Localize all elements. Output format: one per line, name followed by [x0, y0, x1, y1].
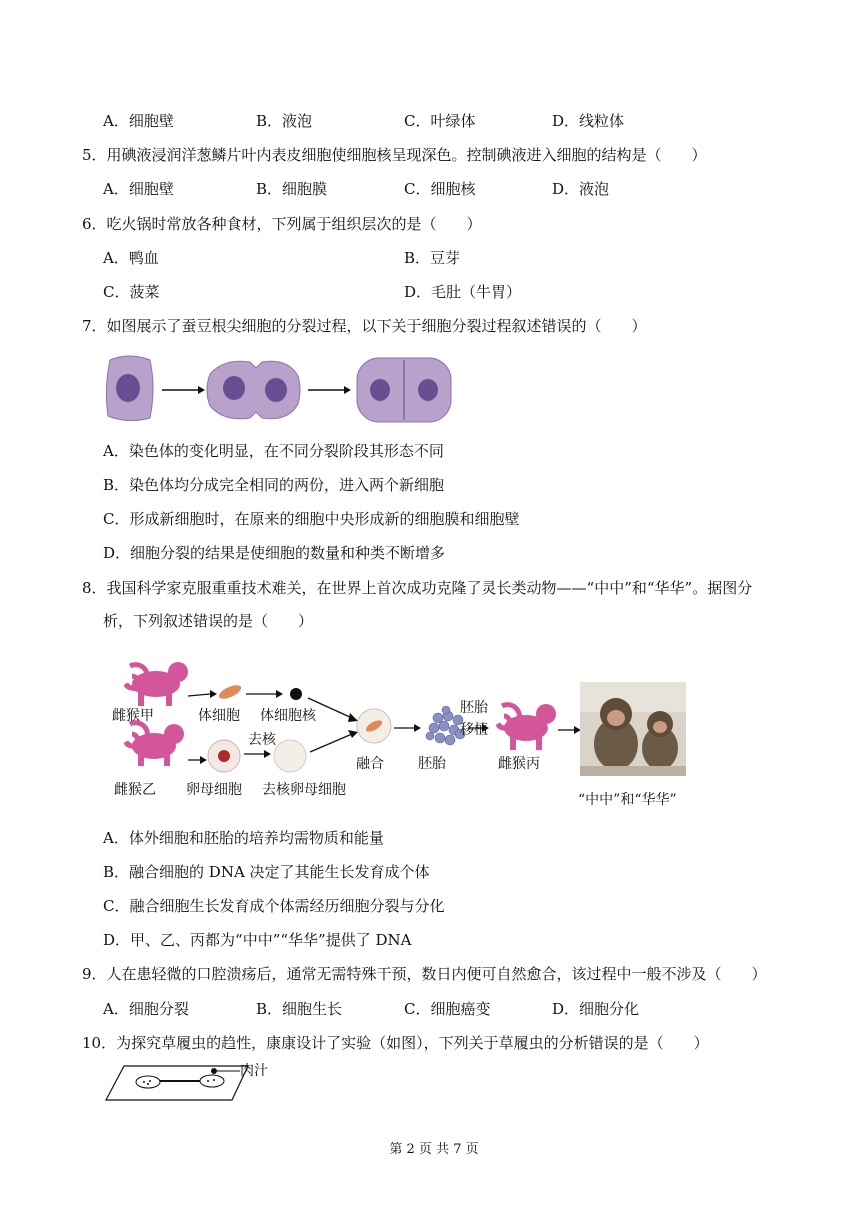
q4-option-c: C．叶绿体	[404, 112, 476, 130]
egg-cell-icon	[208, 740, 240, 772]
label-monkey-a: 雌猴甲	[112, 708, 154, 724]
q7-option-d: D．细胞分裂的结果是使细胞的数量和种类不断增多	[103, 544, 446, 562]
q9-option-d: D．细胞分化	[552, 1000, 640, 1018]
label-fusion: 融合	[356, 756, 384, 772]
q9-stem: 9．人在患轻微的口腔溃疡后，通常无需特殊干预，数日内便可自然愈合，该过程中一般不涉及（ ）	[82, 965, 767, 983]
arrow-2-icon	[308, 386, 351, 394]
q4-option-d: D．线粒体	[552, 112, 625, 130]
q8-option-c: C．融合细胞生长发育成个体需经历细胞分裂与分化	[103, 897, 445, 915]
q5-stem: 5．用碘液浸润洋葱鳞片叶内表皮细胞使细胞核呈现深色。控制碘液进入细胞的结构是（ ）	[82, 146, 707, 164]
q6-option-d: D．毛肚（牛胃）	[404, 283, 522, 301]
cell-stage-3	[357, 358, 451, 422]
label-enucleated-egg: 去核卵母细胞	[262, 782, 346, 798]
q7-option-a: A．染色体的变化明显，在不同分裂阶段其形态不同	[103, 442, 444, 460]
body-cell-icon	[217, 682, 243, 701]
q9-option-a: A．细胞分裂	[103, 1000, 189, 1018]
cell-stage-2	[207, 361, 300, 419]
q7-option-c: C．形成新细胞时，在原来的细胞中央形成新的细胞膜和细胞壁	[103, 510, 520, 528]
cell-division-figure	[104, 352, 456, 426]
label-embryo: 胚胎	[418, 756, 446, 772]
q9-option-c: C．细胞癌变	[404, 1000, 491, 1018]
paramecium-slide-figure	[104, 1062, 254, 1104]
q8-option-b: B．融合细胞的 DNA 决定了其能生长发育成个体	[103, 863, 430, 881]
q6-option-c: C．菠菜	[103, 283, 160, 301]
label-body-cell: 体细胞	[198, 708, 240, 724]
q5-option-c: C．细胞核	[404, 180, 476, 198]
label-monkey-b: 雌猴乙	[114, 782, 156, 798]
label-monkey-c: 雌猴丙	[498, 756, 540, 772]
q8-option-a: A．体外细胞和胚胎的培养均需物质和能量	[103, 829, 384, 847]
q7-stem: 7．如图展示了蚕豆根尖细胞的分裂过程，以下关于细胞分裂过程叙述错误的（ ）	[82, 317, 647, 335]
figure-caption: “中中”和“华华”	[578, 792, 677, 808]
q6-option-a: A．鸭血	[103, 249, 159, 267]
cell-stage-1	[106, 356, 153, 421]
q5-option-b: B．细胞膜	[256, 180, 328, 198]
q8-stem-line-2: 析，下列叙述错误的是（ ）	[103, 612, 314, 630]
q8-option-d: D．甲、乙、丙都为“中中”“华华”提供了 DNA	[103, 931, 412, 949]
monkey-b-icon	[126, 723, 184, 766]
baby-monkeys-photo	[580, 682, 686, 776]
q6-stem: 6．吃火锅时常放各种食材，下列属于组织层次的是（ ）	[82, 215, 482, 233]
broth-drop	[211, 1068, 217, 1074]
label-body-nucleus: 体细胞核	[260, 708, 316, 724]
q6-option-b: B．豆芽	[404, 249, 461, 267]
label-transfer-1: 胚胎	[460, 700, 488, 716]
q9-option-b: B．细胞生长	[256, 1000, 343, 1018]
q5-option-d: D．液泡	[552, 180, 610, 198]
q7-option-b: B．染色体均分成完全相同的两份，进入两个新细胞	[103, 476, 445, 494]
culture-drop-left	[136, 1076, 160, 1088]
q5-option-a: A．细胞壁	[103, 180, 174, 198]
q10-stem: 10．为探究草履虫的趋性，康康设计了实验（如图），下列关于草履虫的分析错误的是（ ）	[82, 1034, 709, 1052]
q8-stem-line-1: 8．我国科学家克服重重技术难关，在世界上首次成功克隆了灵长类动物——“中中”和“华华”。据图分	[82, 579, 753, 597]
q4-option-a: A．细胞壁	[103, 112, 174, 130]
monkey-a-icon	[126, 662, 188, 706]
body-nucleus-icon	[290, 688, 302, 700]
enucleated-egg-icon	[274, 740, 306, 772]
q4-option-b: B．液泡	[256, 112, 313, 130]
label-enucleate: 去核	[248, 732, 276, 748]
label-egg-cell: 卵母细胞	[186, 782, 242, 798]
culture-drop-right	[200, 1075, 224, 1087]
fusion-cell-icon	[357, 709, 391, 743]
label-broth: 肉汁	[240, 1063, 268, 1079]
label-transfer-2: 移植	[460, 722, 488, 738]
monkey-c-icon	[498, 704, 556, 750]
arrow-1-icon	[162, 386, 205, 394]
cloning-figure	[108, 650, 708, 820]
page-number: 第 2 页 共 7 页	[389, 1142, 479, 1157]
